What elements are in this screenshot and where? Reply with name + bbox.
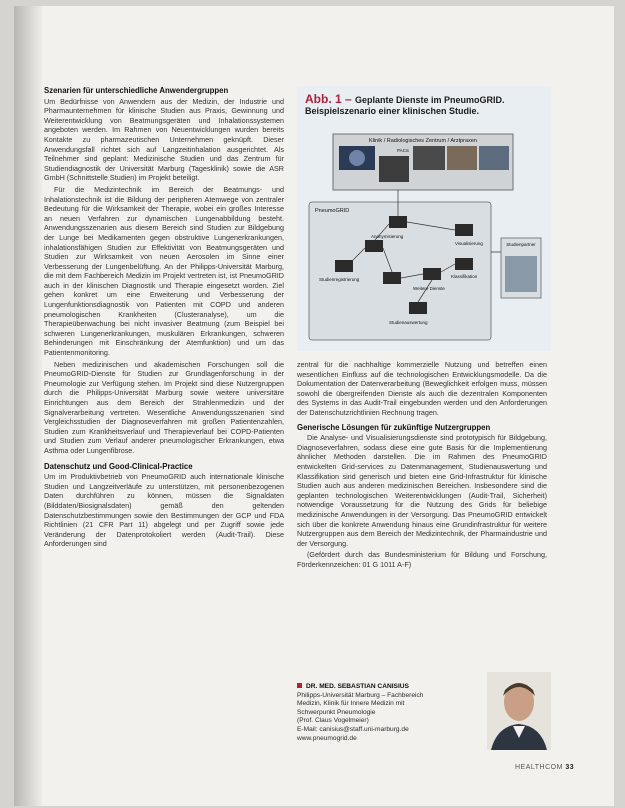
klassifikation-label: Klassifikation — [451, 274, 478, 279]
figure-caption — [305, 94, 545, 117]
pneumogrid-diagram — [305, 132, 543, 344]
right-paragraph-1: zentral für die nachhaltige kommerzielle Nutzung und betreffen einen wesentlichen Einfluss auf die technologischen Entwicklungsmodelle. Da die Dokumentation der Datenverarbeitung (Beweglichkeit erfolgen muss, müssen sowohl die übergreifenden Dienste als auch die dezentralen Komponenten des Systems in das Audit-Trail eingebunden werden und den Anforderungen der Datenschutzrichtlinien Rechnung tragen. — [297, 360, 547, 417]
studienpartner-photo — [505, 256, 537, 292]
author-block — [297, 683, 487, 743]
section-heading-generic: Generische Lösungen für zukünftige Nutzergruppen — [297, 422, 491, 432]
funding-note: (Gefördert durch das Bundesministerium für Bildung und Forschung, Förderkennzeichen: 01 G 1011 A-F) — [297, 550, 547, 569]
section-heading-data-protection: Datenschutz und Good-Clinical-Practice — [44, 461, 193, 471]
paragraph-1: Um Bedürfnisse von Anwendern aus der Medizin, der Industrie und Pharmaunternehmen für klinische Studien aus Praxis, Gewinnung und Weiterentwicklung von Beatmungsgeräten und Inhalationssystemen angeboten werden. Im Rahmen von Neuentwicklungen wurden bereits Kontakte zu pharmazeutischen Unternehmen geknüpft. Dieser Anwendungsfall richtet sich auf Langzeitinhalation ausgerichtet. Als Teilnehmer sind geplant: Medizinische Studien und das Zentrum für Studiendiagnostik der Universität Marburg (Tagesklinik) sowie die ASR GmbH (Schnittstelle Studien) im Projekt beteiligt. — [44, 96, 284, 183]
server-node-1 — [389, 216, 407, 228]
page-number: 33 — [565, 764, 575, 771]
page-gutter-shadow — [14, 6, 42, 806]
section-heading-scenarios: Szenarien für unterschiedliche Anwendergruppen — [44, 86, 229, 95]
server-node-7 — [455, 258, 473, 270]
author-photo — [487, 672, 551, 750]
page-footer — [515, 764, 574, 771]
workstation-image — [413, 146, 445, 170]
server-node-5 — [383, 272, 401, 284]
author-name: DR. MED. SEBASTIAN CANISIUS — [297, 683, 487, 692]
left-text-column — [44, 86, 284, 551]
author-affiliation-4: (Prof. Claus Vogelmeier) — [297, 717, 369, 725]
server-node-6 — [423, 268, 441, 280]
studienregistrierung-label: Studienregistrierung — [319, 277, 360, 282]
clinic-label: Klinik / Radiologisches Zentrum / Arztpraxen — [369, 138, 477, 144]
figure-title: Geplante Dienste im PneumoGRID. Beispielszenario einer klinischen Studie. — [305, 95, 505, 116]
author-web: www.pneumogrid.de — [297, 734, 357, 742]
server-node-8 — [409, 302, 427, 314]
weitere-dienste-label: Weitere Dienste — [413, 286, 445, 291]
author-affiliation-1: Philipps-Universität Marburg – Fachbereich — [297, 691, 424, 699]
ct-image-lung — [349, 150, 365, 166]
server-image — [379, 156, 409, 182]
author-email: E-Mail: canisius@staff.uni-marburg.de — [297, 725, 409, 733]
right-paragraph-2: Die Analyse- und Visualisierungsdienste sind prototypisch für Bildgebung, Diagnoseverfahren, sodass diese eine gute Basis für die Implementierung ähnlicher Methoden darstellen. Die im Rahmen des PneumoGRID entwickelten Grid-services zu Datenmanagement, Studienauswertung und Klassifikation sind generisch und bieten eine Grid-Infrastruktur für klinische Studien auch aus anderen medizinischen Bereichen. Insbesondere sind die geplanten technologischen Weiterentwicklungen (Audit-Trail, Sicherheit) notwendige Voraussetzung für die Nutzung des Grids für beliebige medizinische Anwendungen in der Versorgung. Das PneumoGRID entwickelt sich über die konkrete Anwendung hinaus eine Grundinfrastruktur für weitere Nutzergruppen aus dem Bereich der Medizintechnik, der Pharmaindustrie und der Versorgung. — [297, 433, 547, 548]
paragraph-3: Neben medizinischen und akademischen Forschungen soll die PneumoGRID-Dienste für Studien zur Grundlagenforschung in der Pneumologie zur Verfügung stehen. Im Projekt sind diese Nutzergruppen durch die Philipps-Universität Marburg sowie weitere universitäre Einrichtungen aus dem Bereich der Strahlenmedizin und der Signalverarbeitung vertreten. Wesentliche Anwendungsszenarien sind Vergleichsstudien der Diagnoseverfahren mit großen Patientenzahlen, Studien zum Krankheitsverlauf und Therapieverlauf bei COPD-Patienten und Studien zum Verlauf anderer pneumologischer Erkrankungen, etwa Asthma oder Lungenfibrose. — [44, 359, 284, 455]
pneumogrid-label: PneumoGRID — [315, 208, 350, 214]
author-affiliation-2: Medizin, Klinik für Innere Medizin mit — [297, 700, 405, 708]
server-node-4 — [335, 260, 353, 272]
clinic-photo-1 — [447, 146, 477, 170]
author-affiliation-3: Schwerpunkt Pneumologie — [297, 708, 376, 716]
anonymisierung-label: Anonymisierung — [371, 234, 404, 239]
paragraph-2: Für die Medizintechnik im Bereich der Beatmungs- und Inhalationstechnik ist die Bildung der peripheren Atemwege von zentraler Bedeutung für die Wirksamkeit der Therapie, wobei ein großes Interesse an neuen Verfahren zur dynamischen Lungenabbildung besteht. Anwendungsszenarien aus diesem Bereich sind Studien zur Bildgebung der Lunge bei Medikamenten gegen obstruktive Lungenerkrankungen, inhalationsfähigen Studien zur Effektivität von Beatmungsgeräten und Studien zur Wirksamkeit von neuen Aerosolen im Sinne einer Verbesserung der Lungenbelüftung. An der Philipps-Universität Marburg, die mit dem Fachbereich Medizin im Projekt vertreten ist, ist PneumoGRID auch in der klinischen Diagnostik und Therapie eingesetzt worden. Ziel gehen konkret um eine Erweiterung und Verbesserung der Lungenfunktionsdiagnostik von Patienten mit COPD und anderen pneumologischen Krankheiten (Clusteranalyse), um die Therapieüberwachung bei nicht invasiver Beatmung (zum Beispiel bei schweren Lungenerkrankungen, muskulären Erkrankungen, schweren Behinderungen mit Einschränkung der Atemfunktion) und um das Patientenmonitoring. — [44, 184, 284, 358]
clinic-photo-2 — [479, 146, 509, 170]
publication-name: HEALTHCOM — [515, 764, 563, 771]
pacs-label: PACS — [397, 148, 409, 153]
author-bullet — [297, 683, 302, 688]
visualisierung-label: Visualisierung — [455, 241, 483, 246]
figure-number: Abb. 1 — [305, 92, 342, 106]
right-text-column — [297, 360, 547, 571]
figure-dash: – — [341, 92, 356, 106]
server-node-3 — [365, 240, 383, 252]
figure-box — [297, 86, 551, 351]
paragraph-4: Um im Produktivbetrieb von PneumoGRID auch internationale klinische Studien und Langzeitverläufe zu unterstützen, mit personenbezogenen Daten durchführen zu können, müssen die Signaldaten (Bilddaten/Biosignalsdaten) gemäß den geltenden Datenschutzbestimmungen sowie den Bestimmungen der GCP und FDA Richtlinien (21 CFR Part 11) abgelegt und per Zugriff sowie jede Veränderung der Datenprotokoliert werden (Audit-Trail). Diese Anforderungen sind — [44, 472, 284, 549]
studienauswertung-label: Studienauswertung — [389, 320, 428, 325]
studienpartner-label: Studienpartner — [506, 242, 536, 247]
server-node-2 — [455, 224, 473, 236]
